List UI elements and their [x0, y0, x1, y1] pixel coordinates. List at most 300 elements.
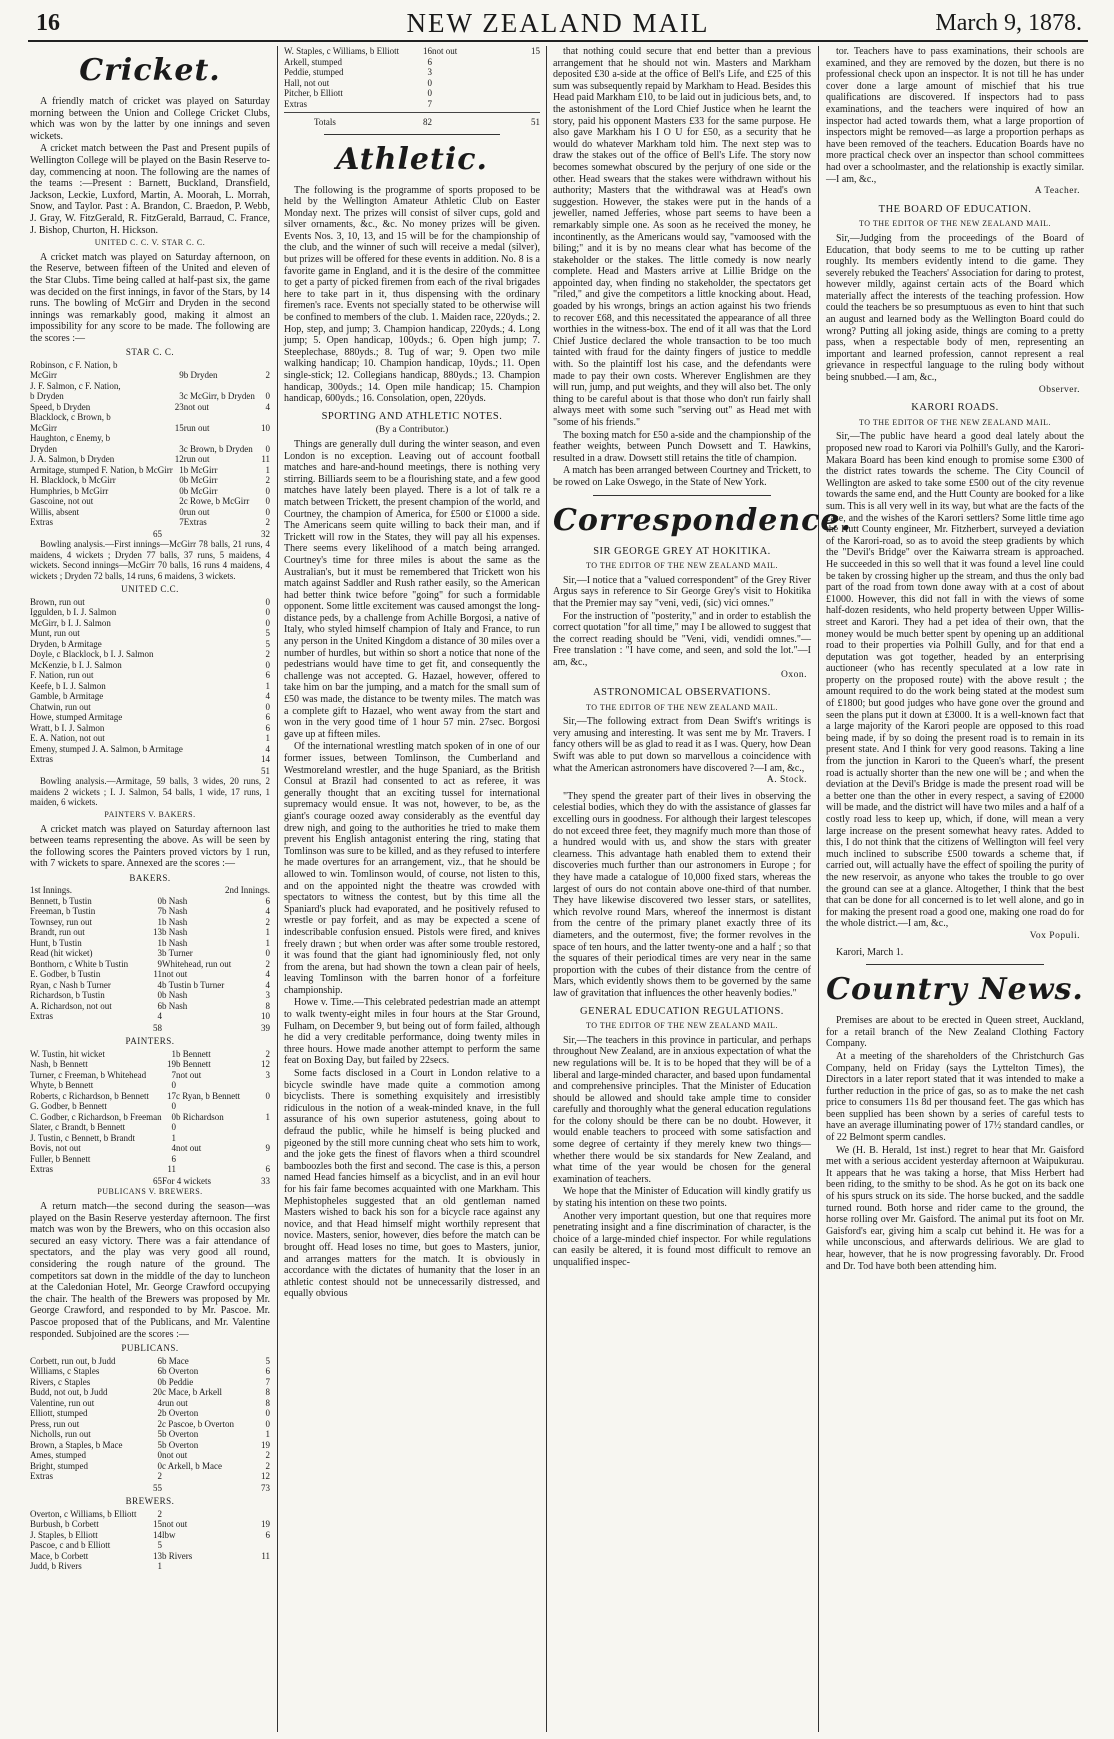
newspaper-title: NEW ZEALAND MAIL — [406, 8, 710, 38]
score-value: 3 — [427, 67, 432, 77]
score-value: 19 — [261, 1519, 270, 1530]
paragraph: A friendly match of cricket was played on Saturday morning between the Union and College Cricket Clubs, which was won by the latter by one innings and seven wickets. — [30, 96, 270, 142]
paragraph: Some facts disclosed in a Court in London relative to a bicycle swindle have made quite a commotion among bicyclists. There is something exquisitely and irresistibly ridiculous in the notion of a weak-minded knave, in the full assurance of his own superior astuteness, going about to defraud the public, while he himself is being plucked and pigeoned by the still more cunning cheat who sets him to work, and the joke gets the finest of flavors when a third scoundrel bamboozles both the first and second. The case is this, a person named Head fancies himself as a bicyclist, and in an evil hour for his fair fame becomes acquainted with one Markham. This Mephistopheles suggested that an old gentleman named Masters wished to back his son for a bicycle race against any novice, and that Head himself might worthily represent that novice. Masters, senior, however, dies before the match can be brought off. Head loses no time, but goes to Masters, junior, and arranges matters for the match. It is obviously in accordance with the dictates of humanity that the loser in an athletic contest should not be unnecessarily distressed, and equally obvious — [284, 1068, 540, 1300]
score-entry: Williams, c Staples — [30, 1366, 100, 1377]
score-entry: Extras — [30, 517, 53, 528]
score-entry: Dryden — [30, 443, 57, 454]
total-label: Totals — [314, 117, 336, 127]
score-row — [30, 1164, 270, 1175]
column-2 — [284, 46, 540, 1736]
column-rule — [277, 46, 278, 1732]
section-heading: THE BOARD OF EDUCATION. — [878, 203, 1032, 215]
column-rule — [546, 46, 547, 1732]
score-table — [30, 1049, 270, 1175]
score-value: 0 — [265, 1418, 270, 1429]
score-entry: not out — [183, 401, 209, 412]
score-entry: run out — [162, 1397, 188, 1408]
score-entry: Richardson, b Tustin — [30, 990, 105, 1001]
scorecard-publicans — [30, 1343, 270, 1572]
score-entry: Keefe, b I. J. Salmon — [30, 680, 106, 691]
score-value: 0 — [171, 1080, 176, 1091]
score-entry: W. Tustin, hit wicket — [30, 1048, 105, 1059]
score-value — [522, 78, 540, 89]
score-entry — [184, 381, 259, 392]
score-entry: Blacklock, c Brown, b — [30, 412, 111, 423]
score-value: 8 — [265, 1000, 270, 1011]
score-value — [256, 1101, 270, 1112]
paragraph: Another very important question, but one that requires more penetrating insight and a fine discrimination of character, is the choice of a large-minded chief inspector. For while regulations can easily be altered, it is found most difficult to remove an unqualified inspec- — [553, 1210, 811, 1268]
column-1 — [30, 46, 270, 1736]
team-label: BREWERS. — [125, 1496, 175, 1507]
score-entry: E. A. Nation, not out — [30, 733, 105, 744]
score-entry — [176, 1133, 256, 1144]
score-value: 6 — [157, 1355, 162, 1366]
score-value — [259, 360, 270, 371]
score-row — [30, 691, 270, 702]
team-label: PAINTERS. — [125, 1036, 175, 1047]
score-value — [256, 1154, 270, 1165]
score-entry — [176, 1164, 256, 1175]
editor-line: TO THE EDITOR OF THE NEW ZEALAND MAIL. — [858, 417, 1052, 427]
score-row — [30, 906, 270, 917]
score-value — [522, 99, 540, 110]
score-value: 12 — [174, 454, 184, 465]
score-row — [30, 1091, 270, 1102]
section-heading: SIR GEORGE GREY AT HOKITIKA. — [593, 545, 771, 557]
score-value — [522, 88, 540, 99]
score-row — [30, 733, 270, 744]
paragraph: A return match—the second during the season—was played on the Basin Reserve yesterday afternoon. The first match was won by the Brewers, who on this occasion also secured an easy victory. There was a fair attendance of spectators, and the play was very good all round, considering the rough nature of the ground. The competitors sat down in the middle of the day to luncheon at the Caledonian Hotel, Mr. George Crawford occupying the chair. The health of the Brewers was proposed by Mr. George Crawford, and responded to by Mr. Pascoe. Mr. Pascoe proposed that of the Publicans, and Mr. Valentine responded. Subjoined are the scores :— — [30, 1201, 270, 1340]
score-value: 4 — [265, 969, 270, 980]
score-entry: not out — [162, 1519, 188, 1530]
innings-label: 1st Innings. — [30, 885, 73, 896]
score-entry: b Overton — [162, 1439, 199, 1450]
paragraph: Sir,—The teachers in this province in particular, and perhaps throughout New Zealand, are in anxious expectation of what the new regulations will be. It is to be hoped that they will be of a liberal and large-minded character, and based upon fundamental and comprehensive principles. That the Minister of Education should be allowed and should take ample time to consider carefully and thoroughly what the general education regulations for the colony should be there can be no doubt. However, it would enable teachers to proceed with some satisfaction and some degree of certainty if they merely knew two things—whether there would be six standards for New Zealand, and what time of the year would be chosen for the general examination of teachers. — [553, 1034, 811, 1185]
score-value: 2 — [265, 1048, 270, 1059]
score-value: 8 — [265, 1387, 270, 1398]
score-value: 15 — [174, 422, 184, 433]
score-value: 14 — [153, 1529, 162, 1540]
score-value — [252, 1561, 270, 1572]
score-entry: c Ryan, b Bennett — [175, 1090, 241, 1101]
score-entry: b Overton — [162, 1429, 199, 1440]
score-entry: J. F. Salmon, c F. Nation, — [30, 380, 121, 391]
score-row — [30, 938, 270, 949]
score-value: 12 — [261, 1471, 270, 1482]
divider — [324, 134, 500, 135]
score-value: 0 — [157, 990, 162, 1001]
score-entry: A. Richardson, not out — [30, 1000, 112, 1011]
score-row — [30, 702, 270, 713]
score-entry: not out — [162, 1450, 188, 1461]
score-entry: Overton, c Williams, b Elliott — [30, 1508, 137, 1519]
total-value: 73 — [261, 1482, 270, 1493]
score-entry: b Peddie — [162, 1376, 194, 1387]
score-value — [256, 1122, 270, 1133]
score-value: 2 — [157, 1408, 162, 1419]
score-value: 6 — [265, 1366, 270, 1377]
score-entry: Pascoe, c and b Elliott — [30, 1540, 111, 1551]
score-entry: b Nash — [162, 990, 188, 1001]
paragraph: Howe v. Time.—This celebrated pedestrian made an attempt to walk twenty-eight miles in four hours at the Star Ground, Fulham, on December 9, but being out of form failed, although he did a very creditable performance, doing twenty miles in three hours. Howe made another attempt to perform the same feat on Boxing Day, but failed by 22secs. — [284, 997, 540, 1067]
score-row — [30, 1122, 270, 1133]
score-row — [30, 927, 270, 938]
score-value: 1 — [265, 1111, 270, 1122]
score-entry — [432, 78, 522, 89]
score-value: 0 — [265, 443, 270, 454]
score-entry: Burbush, b Corbett — [30, 1519, 99, 1530]
score-row — [30, 969, 270, 980]
section-heading: ASTRONOMICAL OBSERVATIONS. — [593, 687, 771, 699]
score-value: 6 — [265, 1164, 270, 1175]
score-value — [252, 1509, 270, 1520]
score-row — [30, 917, 270, 928]
score-row — [30, 1101, 270, 1112]
score-value: 0 — [171, 1101, 176, 1112]
score-table — [30, 1356, 270, 1482]
score-value: 0 — [265, 506, 270, 517]
score-value: 23 — [174, 401, 184, 412]
score-entry: Munt, run out — [30, 628, 80, 639]
section-subhead: UNITED C. C. V. STAR C. C. — [94, 238, 206, 248]
score-entry: not out — [432, 46, 458, 56]
signature: Vox Populi. — [1029, 930, 1080, 941]
score-entry: b Rivers — [162, 1550, 193, 1561]
score-value: 5 — [265, 628, 270, 639]
score-row — [30, 475, 270, 486]
score-value: 3 — [179, 391, 184, 402]
score-entry: b Dryden — [30, 391, 64, 402]
score-entry — [162, 1561, 252, 1572]
score-value: 0 — [265, 701, 270, 712]
score-row — [284, 78, 540, 89]
score-value: 9 — [157, 958, 162, 969]
score-entry: Dryden, b Armitage — [30, 638, 102, 649]
score-row — [30, 1143, 270, 1154]
score-value — [256, 1133, 270, 1144]
score-entry: b McGirr — [183, 475, 218, 486]
score-entry: lbw — [162, 1529, 176, 1540]
score-value — [173, 360, 184, 371]
paragraph: A cricket match was played on Saturday afternoon last between teams representing the above. As will be seen by the following scores the Painters proved victors by 1 run, with 7 wickets to spare. Annexed are the scores :— — [30, 823, 270, 870]
score-row — [30, 990, 270, 1001]
score-value: 11 — [261, 1550, 270, 1561]
paragraph: Sir,—The following extract from Dean Swift's writings is very amusing and interesting. It was sent me by Mr. Travers. I fancy others will be as glad to read it as I was. Query, how Dean Swift was able to put down so marvellous a coincidence with what the American astronomers have discovered ?—I am, &c., — [553, 716, 811, 774]
score-entry: H. Blacklock, b McGirr — [30, 475, 116, 486]
score-value: 19 — [261, 1439, 270, 1450]
score-row — [30, 1049, 270, 1060]
score-entry: Extras — [30, 754, 53, 765]
score-entry: Doyle, c Blacklock, b I. J. Salmon — [30, 649, 154, 660]
score-entry — [162, 1471, 252, 1482]
score-value: 10 — [261, 1011, 270, 1022]
score-value — [173, 412, 184, 423]
score-row — [30, 1561, 270, 1572]
score-row — [30, 1540, 270, 1551]
section-heading: GENERAL EDUCATION REGULATIONS. — [580, 1005, 784, 1017]
column-4 — [826, 46, 1084, 1736]
score-value: 3 — [265, 990, 270, 1001]
score-row — [284, 88, 540, 99]
score-row — [30, 1154, 270, 1165]
score-entry: Valentine, run out — [30, 1397, 95, 1408]
score-value: 4 — [265, 743, 270, 754]
score-entry: Judd, b Rivers — [30, 1561, 82, 1572]
paragraph: "They spend the greater part of their lives in observing the celestial bodies, which they do with the assistance of glasses far excelling ours in goodness. For although their largest telescopes do not exceed three feet, they magnify much more than those of a hundred would with us, and show the stars with greater clearness. This advantage hath enabled them to extend their discoveries much further than our astronomers in Europe ; for they have made a catalogue of 10,000 fixed stars, whereas the largest of ours do not contain above one-third of that number. They have likewise discovered two lesser stars, or satellites, which revolve round Mars, whereof the innermost is distant from the centre of the primary planet exactly three of its diameters, and the outermost, five; the former revolves in the space of ten hours, and the latter twenty-one and a half ; so that the squares of their periodical times are very near in the same proportion with the cubes of their distance from the centre of Mars, which evidently shows them to be governed by the same law of gravitation that influences the other heavenly bodies." — [553, 790, 811, 999]
score-entry: not out — [175, 1143, 202, 1154]
paragraph: Sir,—I notice that a "valued correspondent" of the Grey River Argus says in reference to Sir George Grey's visit to Hokitika that the Premier may say "veni, vedi, (sic) vici omnes." — [553, 574, 811, 609]
score-value: 4 — [265, 691, 270, 702]
score-entry: Bonthorn, c White b Tustin — [30, 958, 129, 969]
score-value: 2 — [265, 958, 270, 969]
score-row — [30, 1509, 270, 1520]
score-table — [284, 46, 540, 109]
column-rule — [818, 46, 819, 1732]
score-value: 2 — [265, 517, 270, 528]
score-value: 5 — [265, 638, 270, 649]
score-value: 2 — [157, 1471, 162, 1482]
section-heading: SPORTING AND ATHLETIC NOTES. — [321, 410, 503, 422]
score-value: 4 — [157, 1011, 162, 1022]
score-row — [284, 99, 540, 110]
score-row — [30, 1001, 270, 1012]
score-value: 2 — [265, 370, 270, 381]
score-value: 0 — [171, 1122, 176, 1133]
score-value: 15 — [531, 46, 540, 56]
score-value: 2 — [157, 1508, 162, 1519]
team-label: UNITED C.C. — [121, 584, 179, 595]
score-value: 1 — [157, 937, 162, 948]
score-entry: McGirr, b I. J. Salmon — [30, 617, 111, 628]
score-value: 3 — [265, 1069, 270, 1080]
score-entry: not out — [162, 969, 188, 980]
score-entry — [432, 99, 522, 110]
score-entry: Bright, stumped — [30, 1460, 88, 1471]
score-value: 15 — [153, 1519, 162, 1530]
score-row — [30, 1551, 270, 1562]
score-entry: Brown, a Staples, b Mace — [30, 1439, 123, 1450]
score-value: 0 — [265, 391, 270, 402]
score-entry: J. Tustin, c Bennett, b Brandt — [30, 1132, 136, 1143]
section-heading: KARORI ROADS. — [911, 402, 999, 414]
score-entry: c McGirr, b Dryden — [183, 391, 255, 402]
score-entry: b Nash — [162, 927, 188, 938]
score-entry: Peddie, stumped — [284, 67, 344, 77]
page-number: 16 — [36, 10, 60, 36]
score-value: 0 — [171, 1111, 176, 1122]
score-entry: b Turner — [162, 948, 193, 959]
score-entry — [176, 1101, 256, 1112]
score-value: 5 — [265, 1355, 270, 1366]
score-row — [30, 1429, 270, 1440]
score-value: 1 — [157, 916, 162, 927]
score-entry: Elliott, stumped — [30, 1408, 88, 1419]
score-value: 8 — [265, 1397, 270, 1408]
score-value: 0 — [265, 948, 270, 959]
score-row — [30, 1419, 270, 1430]
score-row — [30, 1356, 270, 1367]
score-value: 6 — [427, 56, 432, 67]
paragraph: At a meeting of the shareholders of the Christchurch Gas Company, held on Friday (says the Lyttelton Times), the Directors in a later report stated that it was intended to make a further reduction in the price of gas, so as to make the net cash price to consumers 11s 8d per thousand feet. The gas which has been supplied has been shown by a series of careful tests to have an average illuminating power of 17½ standard candles, or of 22 Belmont sperm candles. — [826, 1050, 1084, 1144]
score-row — [30, 618, 270, 629]
score-row — [30, 681, 270, 692]
scorecard-bakers — [30, 873, 270, 1187]
score-row — [30, 454, 270, 465]
score-value: 1 — [265, 937, 270, 948]
total-value: 82 — [423, 117, 432, 127]
score-value — [259, 433, 270, 444]
score-value: 7 — [427, 98, 432, 109]
score-value: 3 — [179, 443, 184, 454]
paragraph: Things are generally dull during the winter season, and even London is no exception. Leaving out of account football matches and hare-and-hound meetings, there is nothing very stirring. Billiards seem to be a flourishing state, and a few good matches have lately been played. There is a lot of talk re a match between Trickett, the present champion of the world, and Courtney, the champion of America, for £500 or £1000 a side. The Americans seem quite willing to back their man, and if Trickett will row in the States, they will pay all his expenses. There seems every likelihood of a match being arranged. Courtney's time for three miles is about the same as the Australian's, but it must be remembered that Trickett won his match against Saddler and Rush rather easily, so the American had better think twice before "going" for such a formidable opponent. Some little excitement was caused amongst the long-distance peds, by a challenge from Achille Borgosi, a native of Italy, who styled himself champion of Italy and France, to run any person in the United Kingdom a distance of 30 miles over a number of hurdles, but within so short a notice that none of the pedestrians would have time to get fit, and consequently the challenge was not accepted. G. Hazael, however, offered to take him on bar the jumping, and a match for the small sum of £50 was made, the distance to be twenty miles. The match was a complete gift to Hazael, who went away from the start and won in the very good time of 1 hour 57 min. 27sec. Borgosi gave up at fifteen miles. — [284, 438, 540, 740]
total-value: 51 — [531, 117, 540, 127]
score-entry: b Overton — [162, 1366, 199, 1377]
issue-date: March 9, 1878. — [935, 10, 1082, 36]
total-value: 55 — [153, 1482, 162, 1493]
score-row — [30, 1080, 270, 1091]
score-value: 4 — [171, 1143, 176, 1154]
score-value: 5 — [157, 1439, 162, 1450]
score-value: 9 — [265, 1143, 270, 1154]
score-entry: Howe, stumped Armitage — [30, 712, 123, 723]
paragraph: We (H. B. Herald, 1st inst.) regret to hear that Mr. Gaisford met with a serious accident yesterday afternoon at Waipukurau. It appears that he was taking a horse, that Miss Herbert had been riding, to the smithy to be shod. As he got on its back one of his spurs struck on its side. The horse bucked, and the saddle turned round. Both horse and rider came to the ground, the horse rolling over Mr. Gaisford. The animal put its foot on Mr. Gaisford's ear, giving him a scalp cut behind it. He was for a while unconscious, and afterwards delirious. We are glad to hear, however, that he is now progressing favorably. Dr. Frood and Dr. Tod have both been attending him. — [826, 1144, 1084, 1272]
score-entry: McGirr — [30, 422, 57, 433]
score-value: 0 — [157, 1460, 162, 1471]
score-entry — [176, 1080, 256, 1091]
score-entry: Read (hit wicket) — [30, 948, 93, 959]
score-entry: c Pascoe, b Overton — [162, 1418, 234, 1429]
score-value: 10 — [261, 422, 270, 433]
divider — [866, 964, 1044, 965]
score-value: 5 — [157, 1540, 162, 1551]
score-value — [173, 381, 184, 392]
score-entry: Haughton, c Enemy, b — [30, 433, 111, 444]
correspondence-heading: Correspondence. — [553, 502, 852, 538]
score-value: 0 — [157, 1450, 162, 1461]
score-value: 0 — [179, 475, 184, 486]
total-value: 33 — [261, 1175, 270, 1186]
score-row — [30, 607, 270, 618]
score-entry — [432, 57, 522, 68]
score-entry: Turner, c Freeman, b Whitehead — [30, 1069, 147, 1080]
score-value: 0 — [157, 895, 162, 906]
paragraph: A cricket match was played on Saturday afternoon, on the Reserve, between fifteen of the United and eleven of the Star Clubs. Time being called at half-past six, the game was decided on the first innings, in favor of the Stars, by 14 runs. The bowling of McGirr and Dryden in the second innings was remarkably good, making it almost an impossibility for any score to be made. The following are the scores :— — [30, 251, 270, 344]
total-value: 65 — [153, 1175, 162, 1186]
score-value — [259, 412, 270, 423]
score-row — [30, 1471, 270, 1482]
score-value: 12 — [261, 1059, 270, 1070]
score-entry: Brandt, run out — [30, 927, 85, 938]
score-entry: Gamble, b Armitage — [30, 691, 104, 702]
section-subhead: PUBLICANS V. BREWERS. — [97, 1187, 203, 1197]
score-entry: G. Godber, b Bennett — [30, 1101, 107, 1112]
score-value: 7 — [157, 906, 162, 917]
country-news-heading: Country News. — [826, 972, 1084, 1008]
signature: Observer. — [1038, 384, 1080, 395]
signature: A. Stock. — [766, 775, 807, 786]
score-value: 16 — [423, 46, 432, 56]
score-value: 0 — [265, 496, 270, 507]
score-row — [30, 412, 270, 423]
score-value: 9 — [179, 370, 184, 381]
score-entry: b Nash — [162, 916, 188, 927]
paragraph: Of the international wrestling match spoken of in one of our former issues, between Tomlinson, the Cumberland and Westmoreland wrestler, and the huge Spaniard, as the British Consul at Brazil had consented to act as referee, it was generally thought that an exciting tussel for international supremacy would ensue. It was not, however, to be, as the giant's courage oozed away considerably as the eventful day drew nigh, and going to the authorities he tried to make them prevent his English antagonist entering the ring, stating that Tomlinson was sure to be killed, and as they refused to interfere he made overtures for an arrangement, viz., that he should be allowed to win. Tomlinson would, of course, not listen to this, and on the appointed night the theatre was crowded with spectators to witness the contest, but by this time all the Spaniard's pluck had evaporated, and he positively refused to wrestle or pay forfeit, and as may be expected a scene of indescribable confusion ensued. Pistols were fired, and knives freely drawn ; but when order was after some trouble restored, it was found that the giant had ignominiously fled, not only from the arena, but had shown the town a clean pair of heels, leaving Tomlinson with the barren honor of a forfeiture championship. — [284, 741, 540, 996]
score-entry: J. Staples, b Elliott — [30, 1529, 98, 1540]
score-value: 0 — [179, 485, 184, 496]
score-entry — [184, 360, 259, 371]
score-entry: Roberts, c Richardson, b Bennett — [30, 1090, 149, 1101]
score-entry: c Arkell, b Mace — [162, 1460, 222, 1471]
divider — [284, 112, 540, 113]
score-row — [30, 670, 270, 681]
score-entry: b Mace — [162, 1355, 189, 1366]
score-entry: Pitcher, b Elliott — [284, 88, 343, 98]
score-value: 6 — [265, 1529, 270, 1540]
paragraph: tor. Teachers have to pass examinations, their schools are examined, and they are removed by the dozen, but there is no professional check upon an inspector. It is not till he has under cover done a large amount of mischief that his true qualifications are discovered. If inspectors had to pass examinations, and the teachers were inquired of how an inspector had acted towards them, what a large proportion of inspectors might be removed—as large a proportion perhaps as have been removed of the teachers. Education Boards have no more practical check over an inspector than school committees had over a schoolmaster, and the relationship is exactly similar.—I am, &c., — [826, 46, 1084, 185]
score-entry: E. Godber, b Tustin — [30, 969, 101, 980]
score-value: 11 — [261, 454, 270, 465]
score-entry: Hall, not out — [284, 77, 330, 88]
score-value: 20 — [153, 1387, 162, 1398]
total-value: 58 — [153, 1022, 162, 1033]
score-row — [30, 1519, 270, 1530]
score-entry: Corbett, run out, b Judd — [30, 1355, 116, 1366]
score-table — [30, 1509, 270, 1572]
score-value: 0 — [265, 607, 270, 618]
score-value: 1 — [265, 464, 270, 475]
score-table — [30, 597, 270, 765]
score-row — [30, 433, 270, 444]
signature: A Teacher. — [1034, 186, 1080, 197]
paragraph: For the instruction of "posterity," and in order to establish the correct quotation "for all time," may I be allowed to suggest that the correct reading should be "Veni, vidi, vendidi omnes."—Free translation : "I have come, and seen, and sold the lot."—I am, &c., — [553, 610, 811, 668]
score-row — [30, 1366, 270, 1377]
score-value: 0 — [265, 1408, 270, 1419]
score-entry: Whitehead, run out — [162, 958, 232, 969]
score-value: 0 — [427, 88, 432, 98]
score-value: 0 — [179, 506, 184, 517]
score-entry: Iggulden, b I. J. Salmon — [30, 607, 117, 618]
score-entry: Arkell, stumped — [284, 56, 342, 67]
score-entry: b Nash — [162, 895, 188, 906]
editor-line: TO THE EDITOR OF THE NEW ZEALAND MAIL. — [585, 561, 779, 571]
score-entry — [176, 1154, 256, 1165]
score-value: 1 — [265, 733, 270, 744]
score-entry: b Overton — [162, 1408, 199, 1419]
score-entry: not out — [175, 1069, 202, 1080]
score-value: 7 — [179, 517, 184, 528]
score-entry: F. Nation, run out — [30, 670, 94, 681]
bowling-analysis: Bowling analysis.—Armitage, 59 balls, 3 wides, 20 runs, 2 maidens 2 wickets ; I. J. Salmon, 54 balls, 1 wide, 17 runs, 1 maiden, 6 wickets. — [30, 776, 270, 808]
score-value: 14 — [261, 754, 270, 765]
score-value: 2 — [265, 1450, 270, 1461]
score-entry: b Dryden — [183, 370, 218, 381]
score-entry: c Rowe, b McGirr — [183, 496, 250, 507]
cricket-heading: Cricket. — [79, 53, 221, 88]
total-value: 39 — [261, 1022, 270, 1033]
score-entry: Speed, b Dryden — [30, 401, 91, 412]
score-entry: run out — [183, 422, 210, 433]
score-entry: Ryan, c Nash b Turner — [30, 979, 111, 990]
score-row — [30, 1011, 270, 1022]
dateline: Karori, March 1. — [836, 946, 904, 958]
score-value: 6 — [265, 895, 270, 906]
bowling-analysis: Bowling analysis.—First innings—McGirr 78 balls, 21 runs, 4 maidens, 4 wickets ; Dryden 77 balls, 37 runs, 5 maidens, 4 wickets. Second innings—McGirr 70 balls, 16 runs 4 maidens, 4 wickets ; Dryden 72 balls, 14 runs, 6 maidens, 3 wickets. — [30, 539, 270, 581]
total-value: 32 — [261, 528, 270, 539]
score-value — [522, 57, 540, 68]
score-row — [30, 628, 270, 639]
score-entry — [432, 88, 522, 99]
score-value: 7 — [265, 1376, 270, 1387]
